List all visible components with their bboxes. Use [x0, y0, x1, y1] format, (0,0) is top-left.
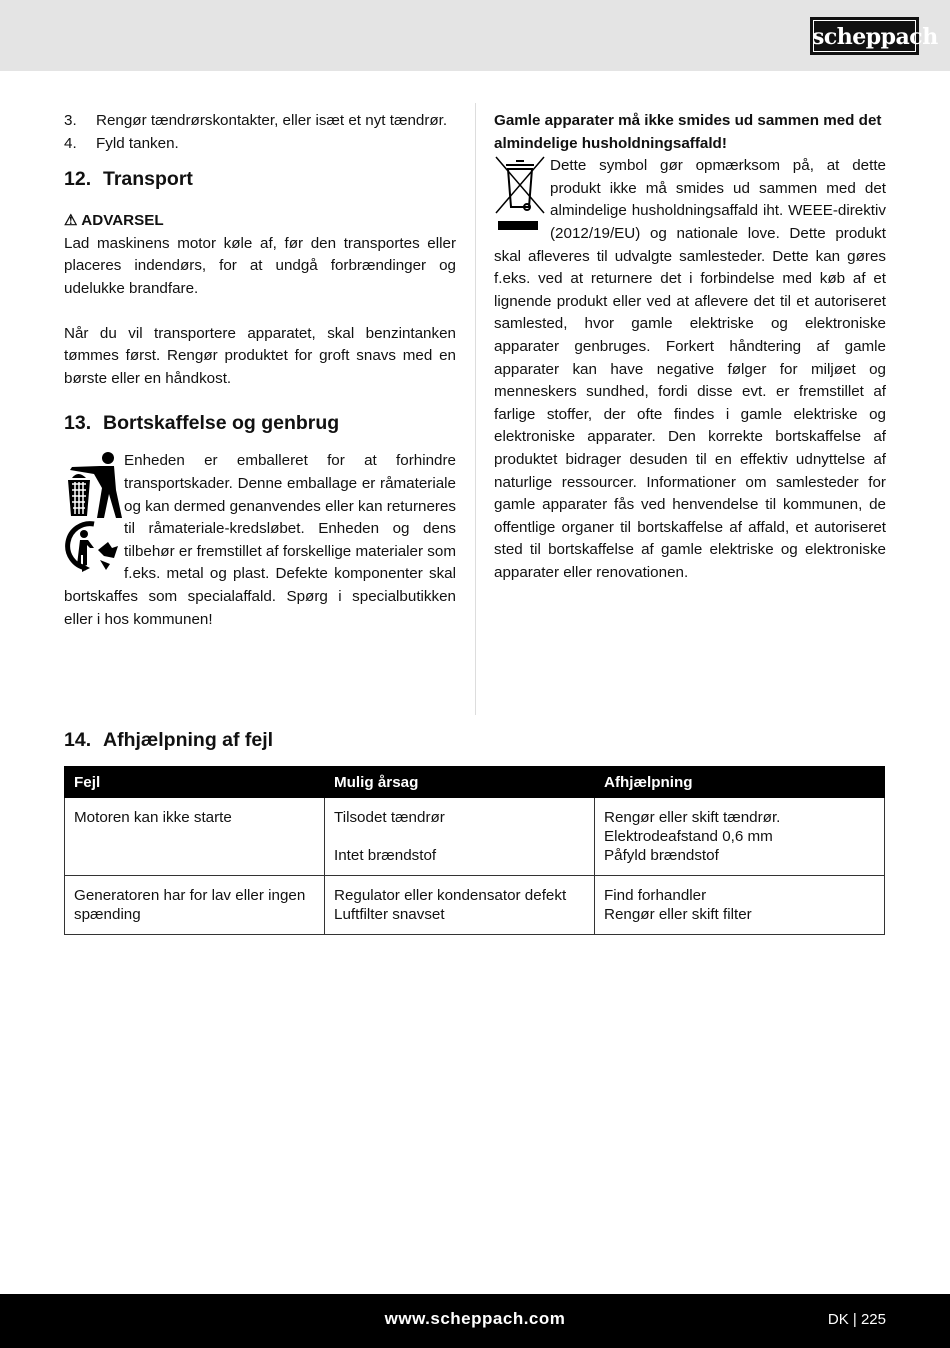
cause-text: Regulator eller kondensator defekt — [334, 887, 567, 904]
list-item — [64, 110, 456, 133]
page-header — [0, 0, 950, 71]
recycling-icons — [64, 450, 124, 572]
page-number: DK | 225 — [827, 1311, 886, 1328]
remedy-text: Elektrodeafstand 0,6 mm — [604, 828, 773, 845]
section-14-heading — [64, 727, 273, 753]
troubleshooting-table — [64, 766, 885, 935]
cause-cell — [325, 798, 595, 876]
cause-text: Intet brændstof — [334, 847, 437, 864]
scheppach-logo: scheppach — [810, 17, 919, 55]
column-header: Mulig årsag — [325, 767, 595, 798]
paragraph: Dette symbol gør opmærksom på, at dette produkt ikke må smides ud sammen med det almindelige husholdningsaffald iht. WEEE-direktiv (2012/19/EU) og nationale love. Dette produkt skal afleveres til udvalgte samlesteder. Dette kan gøres f.eks. ved at returnere det i forbindelse med køb af et lignende produkt eller ved at aflevere det til et autoriseret samlested, hvor gamle elektriske og elektroniske apparater genbruges. Forkert håndtering af gamle apparater kan have negative følger for miljøet og menneskers sundhed, fordi disse evt. er fremstillet af farlige stoffer, der ofte findes i gamle elektriske og elektroniske apparater. Den korrekte bortskaffelse af produktet bidrager desuden til en effektiv udnyttelse af naturlige ressourcer. Informationer om samlesteder for gamle apparater fås ved henvendelse til kommunen, de offentlige organer til bortskaffelse af affald, et autoriseret sted til bortskaffelse af gamle elektriske og elektroniske apparater eller renovationen. — [494, 157, 886, 581]
cause-text: Luftfilter snavset — [334, 906, 445, 923]
litter-bin-icon — [64, 450, 122, 520]
disposal-heading: Gamle apparater må ikke smides ud sammen med det almindelige husholdningsaffald! — [494, 112, 882, 152]
section-title: Bortskaffelse og genbrug — [103, 412, 340, 435]
section-number: 12. — [64, 168, 92, 191]
weee-icon — [494, 155, 550, 245]
item-number: 3. — [64, 112, 77, 129]
section-12-heading — [64, 166, 456, 192]
list-item — [64, 133, 456, 156]
page-footer — [0, 1294, 950, 1348]
column-header: Fejl — [65, 767, 325, 798]
section-number: 13. — [64, 412, 92, 435]
section-title: Transport — [103, 168, 193, 191]
item-text: Rengør tændrørskontakter, eller isæt et nyt tændrør. — [96, 112, 448, 129]
cause-text: Tilsodet tændrør — [334, 809, 445, 826]
remedy-text: Påfyld brændstof — [604, 847, 719, 864]
section-13-heading — [64, 410, 456, 436]
recycle-person-icon — [64, 520, 120, 572]
warning-label: ⚠ ADVARSEL — [64, 212, 164, 230]
fault-cell: Motoren kan ikke starte — [65, 798, 325, 876]
right-column — [494, 110, 886, 584]
table-row — [65, 798, 885, 876]
left-column — [64, 110, 456, 631]
table-header-row — [65, 767, 885, 798]
steps-list — [64, 110, 456, 155]
remedy-cell — [595, 876, 885, 935]
paragraph: Enheden er emballeret for at forhindre transportskader. Denne emballage er råmateriale og kan dermed genanvendes eller kan returneres til råmateriale-kredsløbet. Enheden og dens tilbehør er fremstillet af forskellige materialer som f.eks. metal og plast. Defekte komponenter skal bortskaffes som specialaffald. Spørg i specialbutikken eller i hos kommunen! — [64, 452, 456, 628]
paragraph: Lad maskinens motor køle af, før den transportes eller placeres indendørs, for at undgå forbrændinger og udelukke brandfare. — [64, 234, 456, 297]
fault-cell: Generatoren har for lav eller ingen spænding — [65, 876, 325, 935]
paragraph: Når du vil transportere apparatet, skal benzintanken tømmes først. Rengør produktet for groft snavs med en børste eller en håndkost. — [64, 324, 456, 387]
item-number: 4. — [64, 134, 77, 152]
remedy-text: Find forhandler — [604, 887, 707, 904]
remedy-text: Rengør eller skift filter — [604, 906, 752, 923]
column-header: Afhjælpning — [595, 767, 885, 798]
section-number: 14. — [64, 729, 92, 751]
section-title: Afhjælpning af fejl — [103, 729, 274, 751]
remedy-cell — [595, 798, 885, 876]
item-text: Fyld tanken. — [96, 134, 179, 152]
cause-cell — [325, 876, 595, 935]
column-divider — [475, 103, 476, 715]
table-row — [65, 876, 885, 935]
remedy-text: Rengør eller skift tændrør. — [604, 809, 781, 826]
website-link[interactable]: www.scheppach.com — [384, 1309, 566, 1328]
